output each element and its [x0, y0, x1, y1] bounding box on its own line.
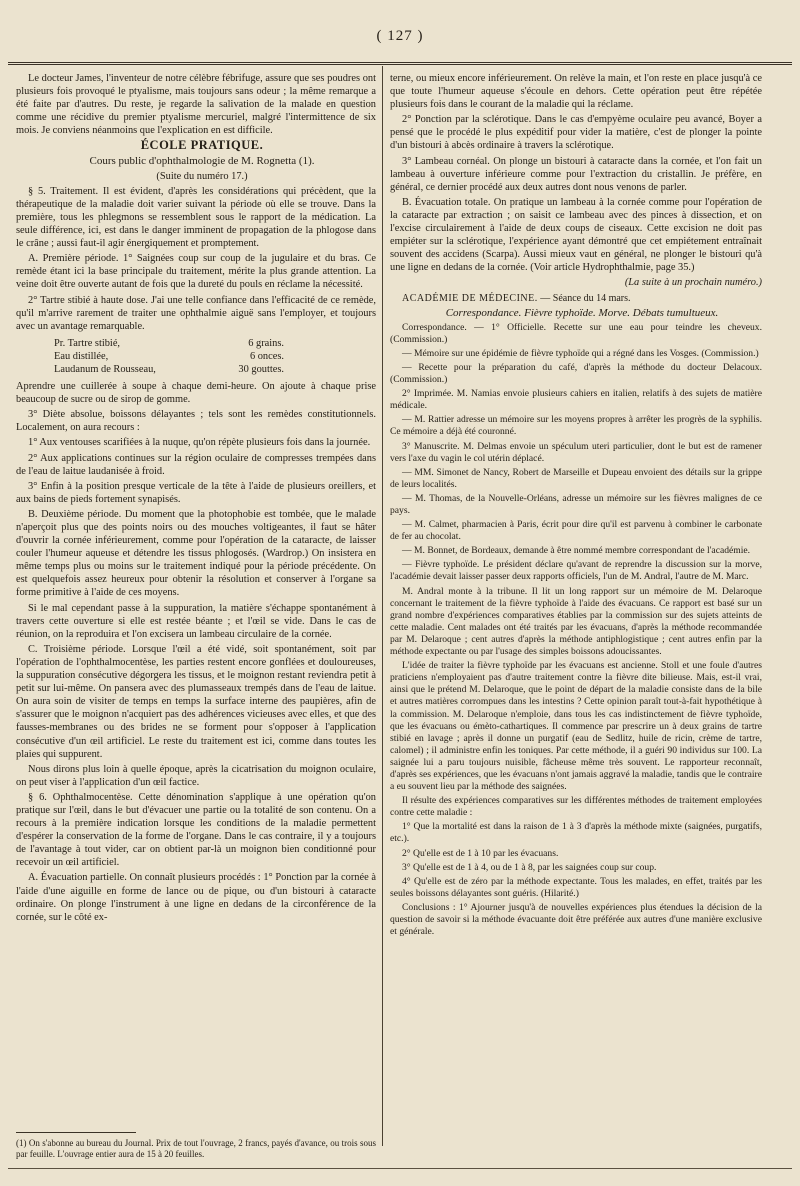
formula-name: Pr. Tartre stibié, [54, 337, 121, 349]
list-item: 2° Qu'elle est de 1 à 10 par les évacuans. [402, 847, 559, 859]
formula-qty: 6 grains. [248, 337, 284, 349]
section-heading: ÉCOLE PRATIQUE. [140, 138, 264, 153]
academie-items [390, 322, 762, 939]
formula-qty: 6 onces. [249, 350, 284, 362]
list-item: 3° Qu'elle est de 1 à 4, ou de 1 à 8, par les saignées coup sur coup. [402, 861, 657, 873]
top-rule [8, 62, 792, 65]
formula-row [54, 363, 376, 376]
paragraph-position: 3° Enfin à la position presque verticale de la tête à l'aide de plusieurs oreillers, et aux bains de pieds fortement synapisés. [16, 480, 376, 505]
suite-note: (Suite du numéro 17.) [156, 170, 248, 182]
footnote-rule [16, 1132, 136, 1133]
paragraph-ophthalmocentese: § 6. Ophthalmocentèse. Cette dénomination s'applique à une opération qu'on pratique sur l'œil, dans le but d'évacuer une partie ou la totalité de son contenu. On a recours à la première indication lorsque les conditions de la maladie permettent d'espérer la conservation de la forme de l'organe. Dans le cas contraire, il y a toujours de l'avantage à tout vider, car on obtient par-là un moignon bien conditionné pour recevoir un œil artificiel. [16, 791, 376, 869]
formula-qty: 30 gouttes. [238, 363, 284, 375]
right-column [390, 72, 762, 940]
list-item: Il résulte des expériences comparatives sur les différentes méthodes de traitement employées contre cette maladie : [390, 795, 762, 819]
paragraph-cicatrisation: Nous dirons plus loin à quelle époque, après la cicatrisation du moignon oculaire, on peut viser à l'application d'un œil factice. [16, 763, 376, 788]
prescription-formula [54, 337, 376, 376]
list-item: 4° Qu'elle est de zéro par la méthode expectante. Tous les malades, en effet, traités par les seules boissons délayantes sont guéris. (Hilarité.) [390, 875, 762, 899]
list-item: — Recette pour la préparation du café, d'après la méthode du docteur Delacoux. (Commission.) [390, 361, 762, 386]
paragraph-lambeau: 3° Lambeau cornéal. On plonge un bistouri à cataracte dans la cornée, et l'on fait un lambeau à ouverture inférieure comme pour l'extraction du cristallin. Je préfère, en général, ce dernier procédé aux deux autres dont nous venons de parler. [390, 155, 762, 193]
formula-row [54, 350, 376, 363]
paragraph-sclerotique: 2° Ponction par la sclérotique. Dans le cas d'empyème oculaire peu avancé, Boyer a pensé que le procédé le plus expéditif pour vider la matière, c'est de plonger la pointe d'un bistouri à abcès ordinaire à travers la sclérotique. [390, 114, 762, 152]
list-item: 2° Imprimée. M. Namias envoie plusieurs cahiers en italien, relatifs à des sujets de matière médicale. [390, 388, 762, 412]
formula-name: Eau distillée, [54, 350, 109, 362]
paragraph-premiere-periode: A. Première période. 1° Saignées coup sur coup de la jugulaire et du bras. Ce remède étant ici la base principale du traitement, mérite la plus grande attention. La veine doit être ouverte autant de fois que la dureté du pouls en réclame la nécessité. [16, 253, 376, 291]
paragraph-tartre: 2° Tartre stibié à haute dose. J'ai une telle confiance dans l'efficacité de ce remède, qu'il m'arrive rarement de traiter une ophthalmie aiguë sans l'employer, et toujours avec un avantage remarquable. [16, 294, 376, 332]
list-item: — Fièvre typhoïde. Le président déclare qu'avant de reprendre la discussion sur la morve, l'académie devait laisser passer deux rapports officiels, l'un de M. Andral, l'autre de M. Marc. [390, 559, 762, 583]
academie-label: ACADÉMIE DE MÉDECINE. [402, 292, 538, 304]
list-item: — MM. Simonet de Nancy, Robert de Marseille et Dupeau envoient des détails sur la grippe de leurs localités. [390, 466, 762, 490]
paragraph-cuilleree: Aprendre une cuillerée à soupe à chaque demi-heure. On ajoute à chaque prise beaucoup de sucre ou de sirop de gomme. [16, 381, 376, 406]
list-item: — M. Thomas, de la Nouvelle-Orléans, adresse un mémoire sur les fièvres malignes de ce pays. [390, 492, 762, 516]
correspondence-title: Correspondance. Fièvre typhoïde. Morve. Débats tumultueux. [445, 306, 719, 319]
paragraph-evacuation-partielle: A. Évacuation partielle. On connaît plusieurs procédés : 1° Ponction par la cornée à l'aide d'une aiguille en forme de lance ou de pique, ou d'un bistouri à cataracte ordinaire. On plonge l'instrument à une ligne en dedans de la circonférence de la cornée, sur le côté ex- [16, 872, 376, 923]
list-item: M. Andral monte à la tribune. Il lit un long rapport sur un mémoire de M. Delaroque concernant le traitement de la fièvre typhoïde à l'aide des évacuans. Ce rapport est basé sur un grand nombre d'expériences comparatives établies par la commission sur des sujets atteints de cette maladie. Cent malades ont été traités par les évacuans, d'après la méthode recommandée par M. Delaroque ; cent autres d'après la méthode antiphlogistique ; cent autres enfin par la méthode expectante ou par l'usage des simples boissons adoucissantes. [390, 585, 762, 658]
list-item: Conclusions : 1° Ajourner jusqu'à de nouvelles expériences plus étendues la décision de la question de savoir si la méthode évacuante doit être préférée aux autres d'une manière exclusive et générale. [390, 901, 762, 938]
list-item: — M. Rattier adresse un mémoire sur les moyens propres à arrêter les progrès de la syphilis. Ce mémoire a déjà été couronné. [390, 414, 762, 438]
page-number: ( 127 ) [376, 28, 424, 44]
paragraph-deuxieme-periode: B. Deuxième période. Du moment que la photophobie est tombée, que le malade n'aperçoit plus que des points noirs ou des mouches voltigeantes, il faut se hâter d'ouvrir la cornée inférieurement, comme pour l'opération de la cataracte, de laisser couler l'humeur aqueuse et détendre les tissus phlogosés. (Wardrop.) On insistera en même temps plus ou moins sur le traitement indiqué pour la période précédente. On est quelquefois assez heureux pour obtenir la résolution et conserver à l'organe sa forme primitive à l'aide de ces moyens. [16, 508, 376, 599]
bottom-rule [8, 1168, 792, 1169]
academie-seance: — Séance du 14 mars. [540, 292, 631, 304]
paragraph-traitement: § 5. Traitement. Il est évident, d'après les considérations qui précèdent, que la thérapeutique de la maladie doit varier suivant la période où elle se trouve. Dans la première, tous les phlegmons se ressemblent sous le rapport de la médication. La seule différence, ici, est dans le danger imminent de propagation de la phlogose dans le crâne ; aussi faut-il agir énergiquement et promptement. [16, 185, 376, 250]
paragraph-diete: 3° Diète absolue, boissons délayantes ; tels sont les remèdes constitutionnels. Localement, on aura recours : [16, 409, 376, 434]
footnote: (1) On s'abonne au bureau du Journal. Prix de tout l'ouvrage, 2 francs, payés d'avance, ou trois sous par feuille. L'ouvrage entier aura de 15 à 20 feuilles. [16, 1138, 376, 1159]
list-item: 1° Que la mortalité est dans la raison de 1 à 3 d'après la méthode mixte (saignées, purgatifs, etc.). [390, 821, 762, 845]
academie-header [390, 292, 762, 305]
list-item: — Mémoire sur une épidémie de fièvre typhoïde qui a régné dans les Vosges. (Commission.) [402, 347, 759, 359]
paragraph-troisieme-periode: C. Troisième période. Lorsque l'œil a été vidé, soit spontanément, soit par l'opération de l'ophthalmocentèse, les parties restent encore gonflées et douloureuses, la suppuration consécutive dégorgera les tissus, et le moignon restant reviendra petit à petit sur lui-même. On pansera avec des plumasseaux trempés dans de l'eau de laitue. On aura soin de visiter de temps en temps la surface interne des paupières, afin de s'assurer que le moignon n'acquiert pas des adhérences vicieuses avec elles, et que des fausses-membranes ou des brides ne se forment pour s'opposer à l'application consécutive d'un œil artificiel. Le reste du traitement est ici, comme dans toutes les plaies qui suppurent. [16, 643, 376, 760]
list-item: — M. Calmet, pharmacien à Paris, écrit pour dire qu'il est parvenu à combiner le carbonate de fer au chocolat. [390, 519, 762, 543]
list-item: Correspondance. — 1° Officielle. Recette sur une eau pour teindre les cheveux. (Commission.) [390, 321, 762, 345]
column-divider [382, 66, 383, 1146]
paragraph-continuation: terne, ou mieux encore inférieurement. On relève la main, et l'on reste en place jusqu'à ce que toute l'humeur aqueuse s'écoule en dehors. Cette opération peut être répétée plusieurs fois dans le courant de la maladie qui la réclame. [390, 73, 762, 111]
paragraph-suppuration: Si le mal cependant passe à la suppuration, la matière s'échappe spontanément à travers cette ouverture si elle est restée béante ; et l'œil se vide. Dans le cas de réunion, on la reproduira et l'on excisera un lambeau circulaire de la cornée. [16, 602, 376, 640]
list-item: L'idée de traiter la fièvre typhoïde par les évacuans est ancienne. Stoll et une foule d'autres praticiens n'employaient pas d'autre traitement contre la fièvre dite bilieuse. Mais, est-il vrai, ainsi que le prétend M. Delaroque, que le point de départ de la maladie consiste dans de la bile et autres matières corrompues dans les intestins ? Cette opinion paraît tout-à-fait hypothétique à la commission. M. Delaroque n'emploie, dans tous les cas indistinctement de fièvre typhoïde, que les évacuans ou émèto-cathartiques. Il commence par prescrire un à deux grains de tartre stibié en lavage ; après il donne un purgatif (eau de Sedlitz, huile de ricin, crème de tartre, calomel) ; il administre enfin les toniques. Par cette méthode, il a guéri 90 individus sur 100. La saignée lui a paru toujours nuisible, fâcheuse même très souvent. Le rapporteur reconnaît, d'après ses expériences, que les évacuans n'ont jamais aggravé la maladie, tandis que le contraire a eu souvent lieu par la méthode des saignées. [390, 660, 762, 793]
continued-note: (La suite à un prochain numéro.) [624, 277, 762, 289]
course-title: Cours public d'ophthalmologie de M. Rognetta (1). [89, 154, 315, 167]
left-column [16, 72, 376, 926]
intro-paragraph: Le docteur James, l'inventeur de notre célèbre fébrifuge, assure que ses poudres ont plusieurs fois provoqué le ptyalisme, mais toujours sans odeur ; la même remarque a été faite par d'autres. Du reste, je regarde la salivation de la malade en question comme une récidive du premier ptyalisme mercuriel, malgré l'intermittence de six mois. Je conviens néanmoins que l'explication en est difficile. [16, 73, 376, 137]
paragraph-applications: 2° Aux applications continues sur la région oculaire de compresses trempées dans de l'eau de laitue laudanisée à froid. [16, 452, 376, 477]
paragraph-evacuation-totale: B. Évacuation totale. On pratique un lambeau à la cornée comme pour l'opération de la cataracte par extraction ; on saisit ce lambeau avec des pinces à dissection, et on l'excise circulairement à l'aide de deux coups de ciseaux. Cette excision ne doit pas empiéter sur la sclérotique, l'expérience ayant démontré que cet empiétement entraînait souvent des accidens (Scarpa). Aussi mieux vaut en général, ne plonger le bistouri qu'à une ligne en dedans de la cornée. (Voir article Hydrophthalmie, page 35.) [390, 196, 762, 274]
formula-row [54, 337, 376, 350]
formula-name: Laudanum de Rousseau, [54, 363, 156, 375]
list-item: — M. Bonnet, de Bordeaux, demande à être nommé membre correspondant de l'académie. [402, 545, 751, 557]
paragraph-ventouses: 1° Aux ventouses scarifiées à la nuque, qu'on répète plusieurs fois dans la journée. [28, 437, 371, 449]
list-item: 3° Manuscrite. M. Delmas envoie un spéculum uteri particulier, dont le but est de ramener vers l'axe du vagin le col utérin déplacé. [390, 440, 762, 464]
